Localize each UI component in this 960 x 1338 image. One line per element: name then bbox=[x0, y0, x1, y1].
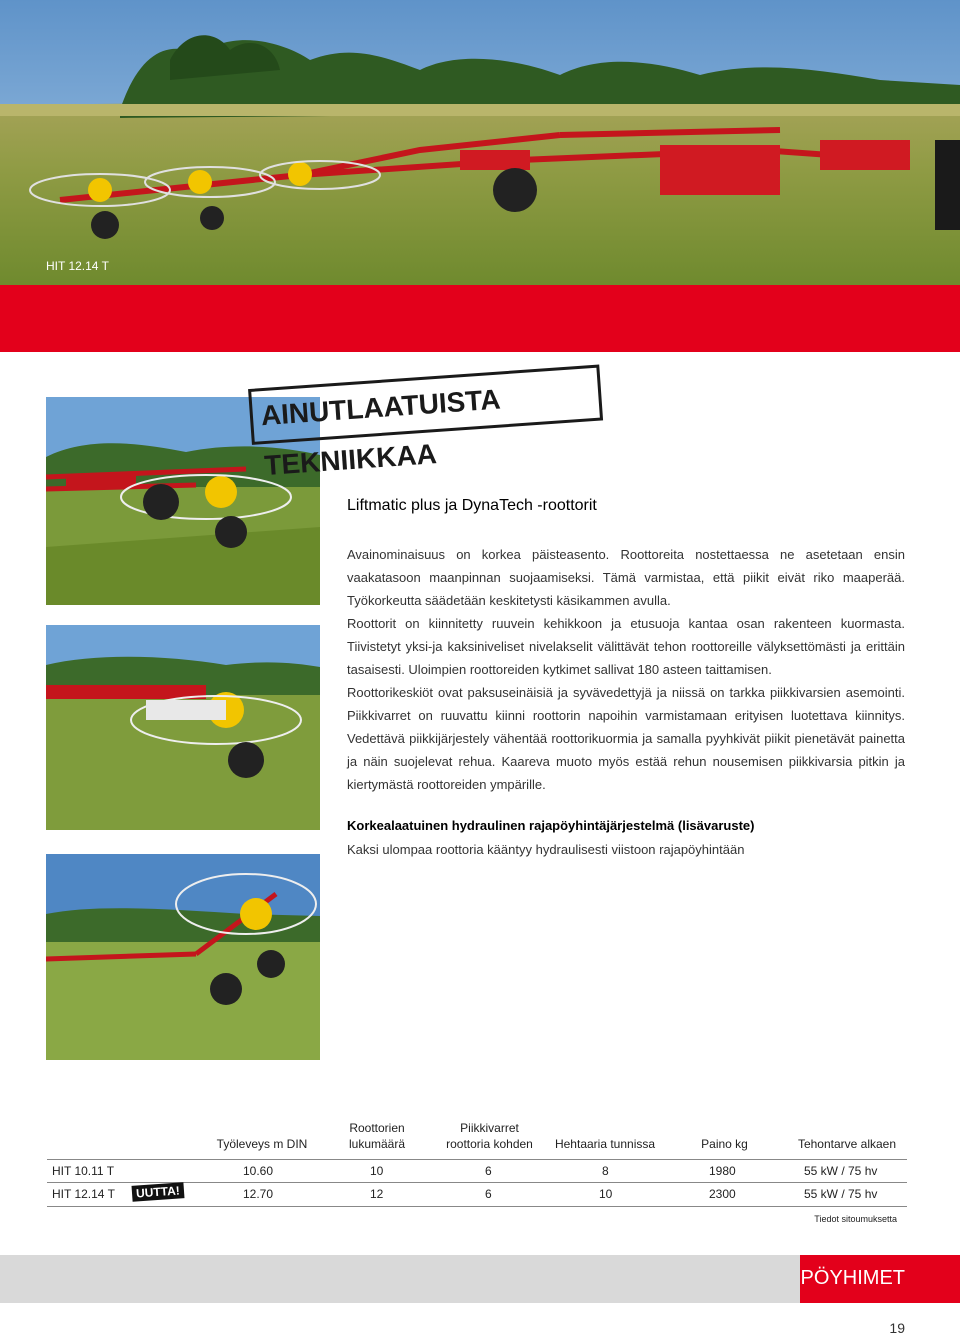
row-tines: 8 bbox=[602, 1164, 609, 1178]
header-arms-line1: Piikkivarret bbox=[460, 1121, 519, 1135]
row-arms: 6 bbox=[485, 1164, 492, 1178]
paragraph-1: Avainominaisuus on korkea päisteasento. Roottoreita nostettaessa ne asetetaan ensin vaakatasoon maanpinnan suojaamiseksi. Tämä varmistaa, että piikit eivät riko maaperää. Työkorkeutta säädetään keskitetysti käsikammen avulla. bbox=[347, 547, 905, 608]
header-power: Tehontarve alkaen bbox=[797, 1137, 897, 1151]
new-badge: UUTTA! bbox=[132, 1182, 185, 1202]
section-title: Liftmatic plus ja DynaTech -roottorit bbox=[347, 497, 597, 514]
subsection-text: Kaksi ulompaa roottoria kääntyy hydraulisesti viistoon rajapöyhintään bbox=[347, 842, 745, 857]
row-weight: 2300 bbox=[709, 1187, 736, 1201]
paragraph-3: Roottorikeskiöt ovat paksuseinäisiä ja syvävedettyjä ja niissä on tarkka piikkivarsien asemointi. Piikkivarret on ruuvattu kiinni roottorin napoihin varmistamaan erityisen luotettava kiinnitys. Vedettävä piikkijärjestely vähentää roottorikuormia ja samalla pyyhkivät piikit pienetävät painetta ja näin suojelevat rehua. Kaareva muoto myös estää rehun nousemisen piikkivarsia pitkin ja kiertymästä roottoreiden ympärille. bbox=[347, 685, 905, 792]
row-model: HIT 10.11 T bbox=[52, 1164, 115, 1178]
row-power: 55 kW / 75 hv bbox=[804, 1187, 878, 1201]
table-row bbox=[47, 1159, 907, 1183]
rotor-photo-2 bbox=[46, 625, 320, 830]
row-rotors: 12 bbox=[370, 1187, 384, 1201]
row-width: 10.60 bbox=[243, 1164, 274, 1178]
hero-photo bbox=[0, 0, 960, 285]
header-tines: Hehtaaria tunnissa bbox=[554, 1137, 656, 1151]
table-note: Tiedot sitoumuksetta bbox=[814, 1214, 897, 1224]
header-rotors-line1: Roottorien bbox=[349, 1121, 405, 1135]
rotor-photo-3 bbox=[46, 854, 320, 1060]
row-model: HIT 12.14 T bbox=[52, 1187, 115, 1201]
spec-table-header bbox=[47, 1114, 907, 1152]
header-rotors bbox=[337, 1120, 417, 1152]
header-arms bbox=[437, 1120, 542, 1152]
red-banner bbox=[0, 285, 960, 352]
table-row bbox=[47, 1183, 907, 1207]
section-body bbox=[347, 543, 905, 796]
header-rotors-line2: lukumäärä bbox=[348, 1137, 406, 1151]
row-width: 12.70 bbox=[243, 1187, 274, 1201]
row-weight: 1980 bbox=[709, 1164, 736, 1178]
row-tines: 10 bbox=[599, 1187, 613, 1201]
page-number: 19 bbox=[889, 1320, 905, 1336]
header-arms-line2: roottoria kohden bbox=[446, 1137, 533, 1151]
paragraph-2: Roottorit on kiinnitetty ruuvein kehikkoon ja etusuoja kantaa osan rakenteen kuormasta. Tiivistetyt yksi-ja kaksiniveliset nivelakselit välittävät tehon roottoreille välyksettömästi ja erittäin tasaisesti. Uloimpien roottoreiden kytkimet sallivat 180 asteen taittamisen. bbox=[347, 616, 905, 677]
footer-section-label: PÖYHIMET bbox=[800, 1267, 905, 1289]
subsection-title: Korkealaatuinen hydraulinen rajapöyhintäjärjestelmä (lisävaruste) bbox=[347, 818, 755, 833]
row-rotors: 10 bbox=[370, 1164, 384, 1178]
hero-caption: HIT 12.14 T bbox=[46, 259, 109, 273]
row-arms: 6 bbox=[485, 1187, 492, 1201]
row-power: 55 kW / 75 hv bbox=[804, 1164, 878, 1178]
stamp-heading: AINUTLAATUISTA TEKNIIKKAA bbox=[248, 365, 603, 445]
header-width: Työleveys m DIN bbox=[216, 1137, 308, 1151]
header-weight: Paino kg bbox=[701, 1137, 748, 1151]
